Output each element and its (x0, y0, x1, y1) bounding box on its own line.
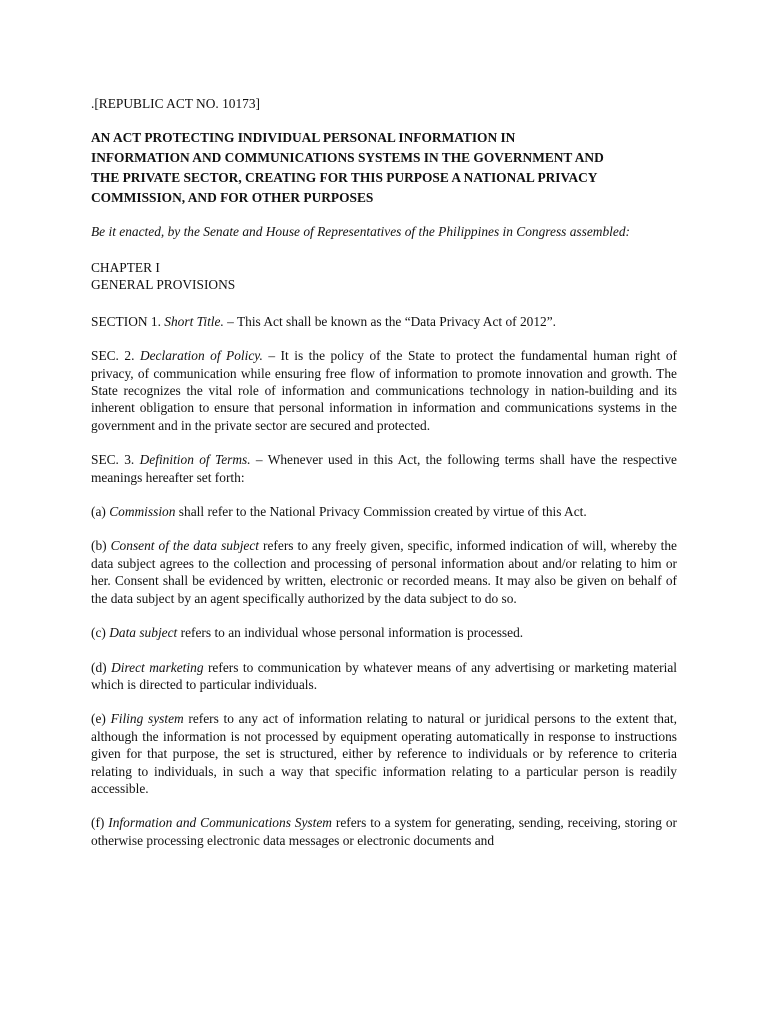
definition-letter: (a) (91, 504, 110, 520)
act-title-line-3: THE PRIVATE SECTOR, CREATING FOR THIS PURPOSE A NATIONAL PRIVACY (91, 170, 598, 186)
definition-d (91, 659, 677, 694)
definition-text: refers to communication by whatever means of any advertising or marketing material which is directed to particular individuals. (91, 659, 677, 692)
section-3-text: – Whenever used in this Act, the following terms shall have the respective meanings hereafter set forth: (91, 452, 677, 485)
section-3-label: SEC. 3. (91, 452, 140, 468)
section-3 (91, 451, 677, 486)
definition-c (91, 624, 677, 641)
definition-text: refers to a system for generating, sending, receiving, storing or otherwise processing electronic data messages or electronic documents and (91, 815, 677, 848)
act-number: .[REPUBLIC ACT NO. 10173] (91, 96, 261, 111)
section-3-heading: Definition of Terms. (139, 452, 251, 468)
chapter-number: CHAPTER I (91, 259, 160, 275)
section-2-text: – It is the policy of the State to protect the fundamental human right of privacy, of communication while ensuring free flow of information to promote innovation and growth. The State recognizes the vital role of information and communications technology in nation-building and its inherent obligation to ensure that personal information in information and communications systems in the government and in the private sector are secured and protected. (91, 348, 677, 433)
definition-term: Data subject (109, 625, 178, 641)
section-1-heading: Short Title. (164, 313, 224, 329)
definition-b (91, 537, 677, 607)
definition-a (91, 503, 677, 520)
definition-f (91, 814, 677, 849)
definition-term: Filing system (110, 711, 184, 727)
definition-term: Information and Communications System (108, 815, 332, 831)
definition-e (91, 710, 677, 797)
act-title (91, 128, 677, 208)
definition-letter: (d) (91, 659, 112, 675)
section-2 (91, 347, 677, 434)
section-1-text: – This Act shall be known as the “Data Privacy Act of 2012”. (223, 313, 557, 329)
definition-term: Consent of the data subject (110, 538, 260, 554)
act-title-line-1: AN ACT PROTECTING INDIVIDUAL PERSONAL INFORMATION IN (91, 130, 516, 146)
act-title-line-2: INFORMATION AND COMMUNICATIONS SYSTEMS IN THE GOVERNMENT AND (91, 150, 604, 166)
definition-text: refers to any act of information relating to natural or juridical persons to the extent that, although the information is not processed by equipment operating automatically in response to instructions given for that purpose, the set is structured, either by reference to individuals or by reference to criteria relating to individuals, in such a way that specific information relating to a particular person is readily accessible. (91, 711, 677, 796)
section-1 (91, 313, 677, 330)
chapter-heading (91, 259, 677, 294)
section-2-heading: Declaration of Policy. (139, 348, 263, 364)
section-2-label: SEC. 2. (91, 348, 140, 364)
definition-term: Commission (109, 504, 176, 520)
definition-letter: (b) (91, 538, 111, 554)
definition-letter: (e) (91, 711, 111, 727)
enacting-clause: Be it enacted, by the Senate and House of Representatives of the Philippines in Congress assembled: (91, 224, 630, 240)
definition-letter: (c) (91, 625, 110, 641)
chapter-name: GENERAL PROVISIONS (91, 277, 236, 293)
definition-letter: (f) (91, 815, 109, 831)
definition-term: Direct marketing (111, 659, 204, 675)
definition-text: refers to an individual whose personal information is processed. (177, 625, 524, 641)
definition-text: shall refer to the National Privacy Commission created by virtue of this Act. (175, 504, 587, 520)
section-1-label: SECTION 1. (91, 313, 165, 329)
act-title-line-4: COMMISSION, AND FOR OTHER PURPOSES (91, 190, 374, 206)
definition-text: refers to any freely given, specific, informed indication of will, whereby the data subject agrees to the collection and processing of personal information about and/or relating to him or her. Consent shall be evidenced by written, electronic or recorded means. It may also be given on behalf of the data subject by an agent specifically authorized by the data subject to do so. (91, 538, 677, 606)
